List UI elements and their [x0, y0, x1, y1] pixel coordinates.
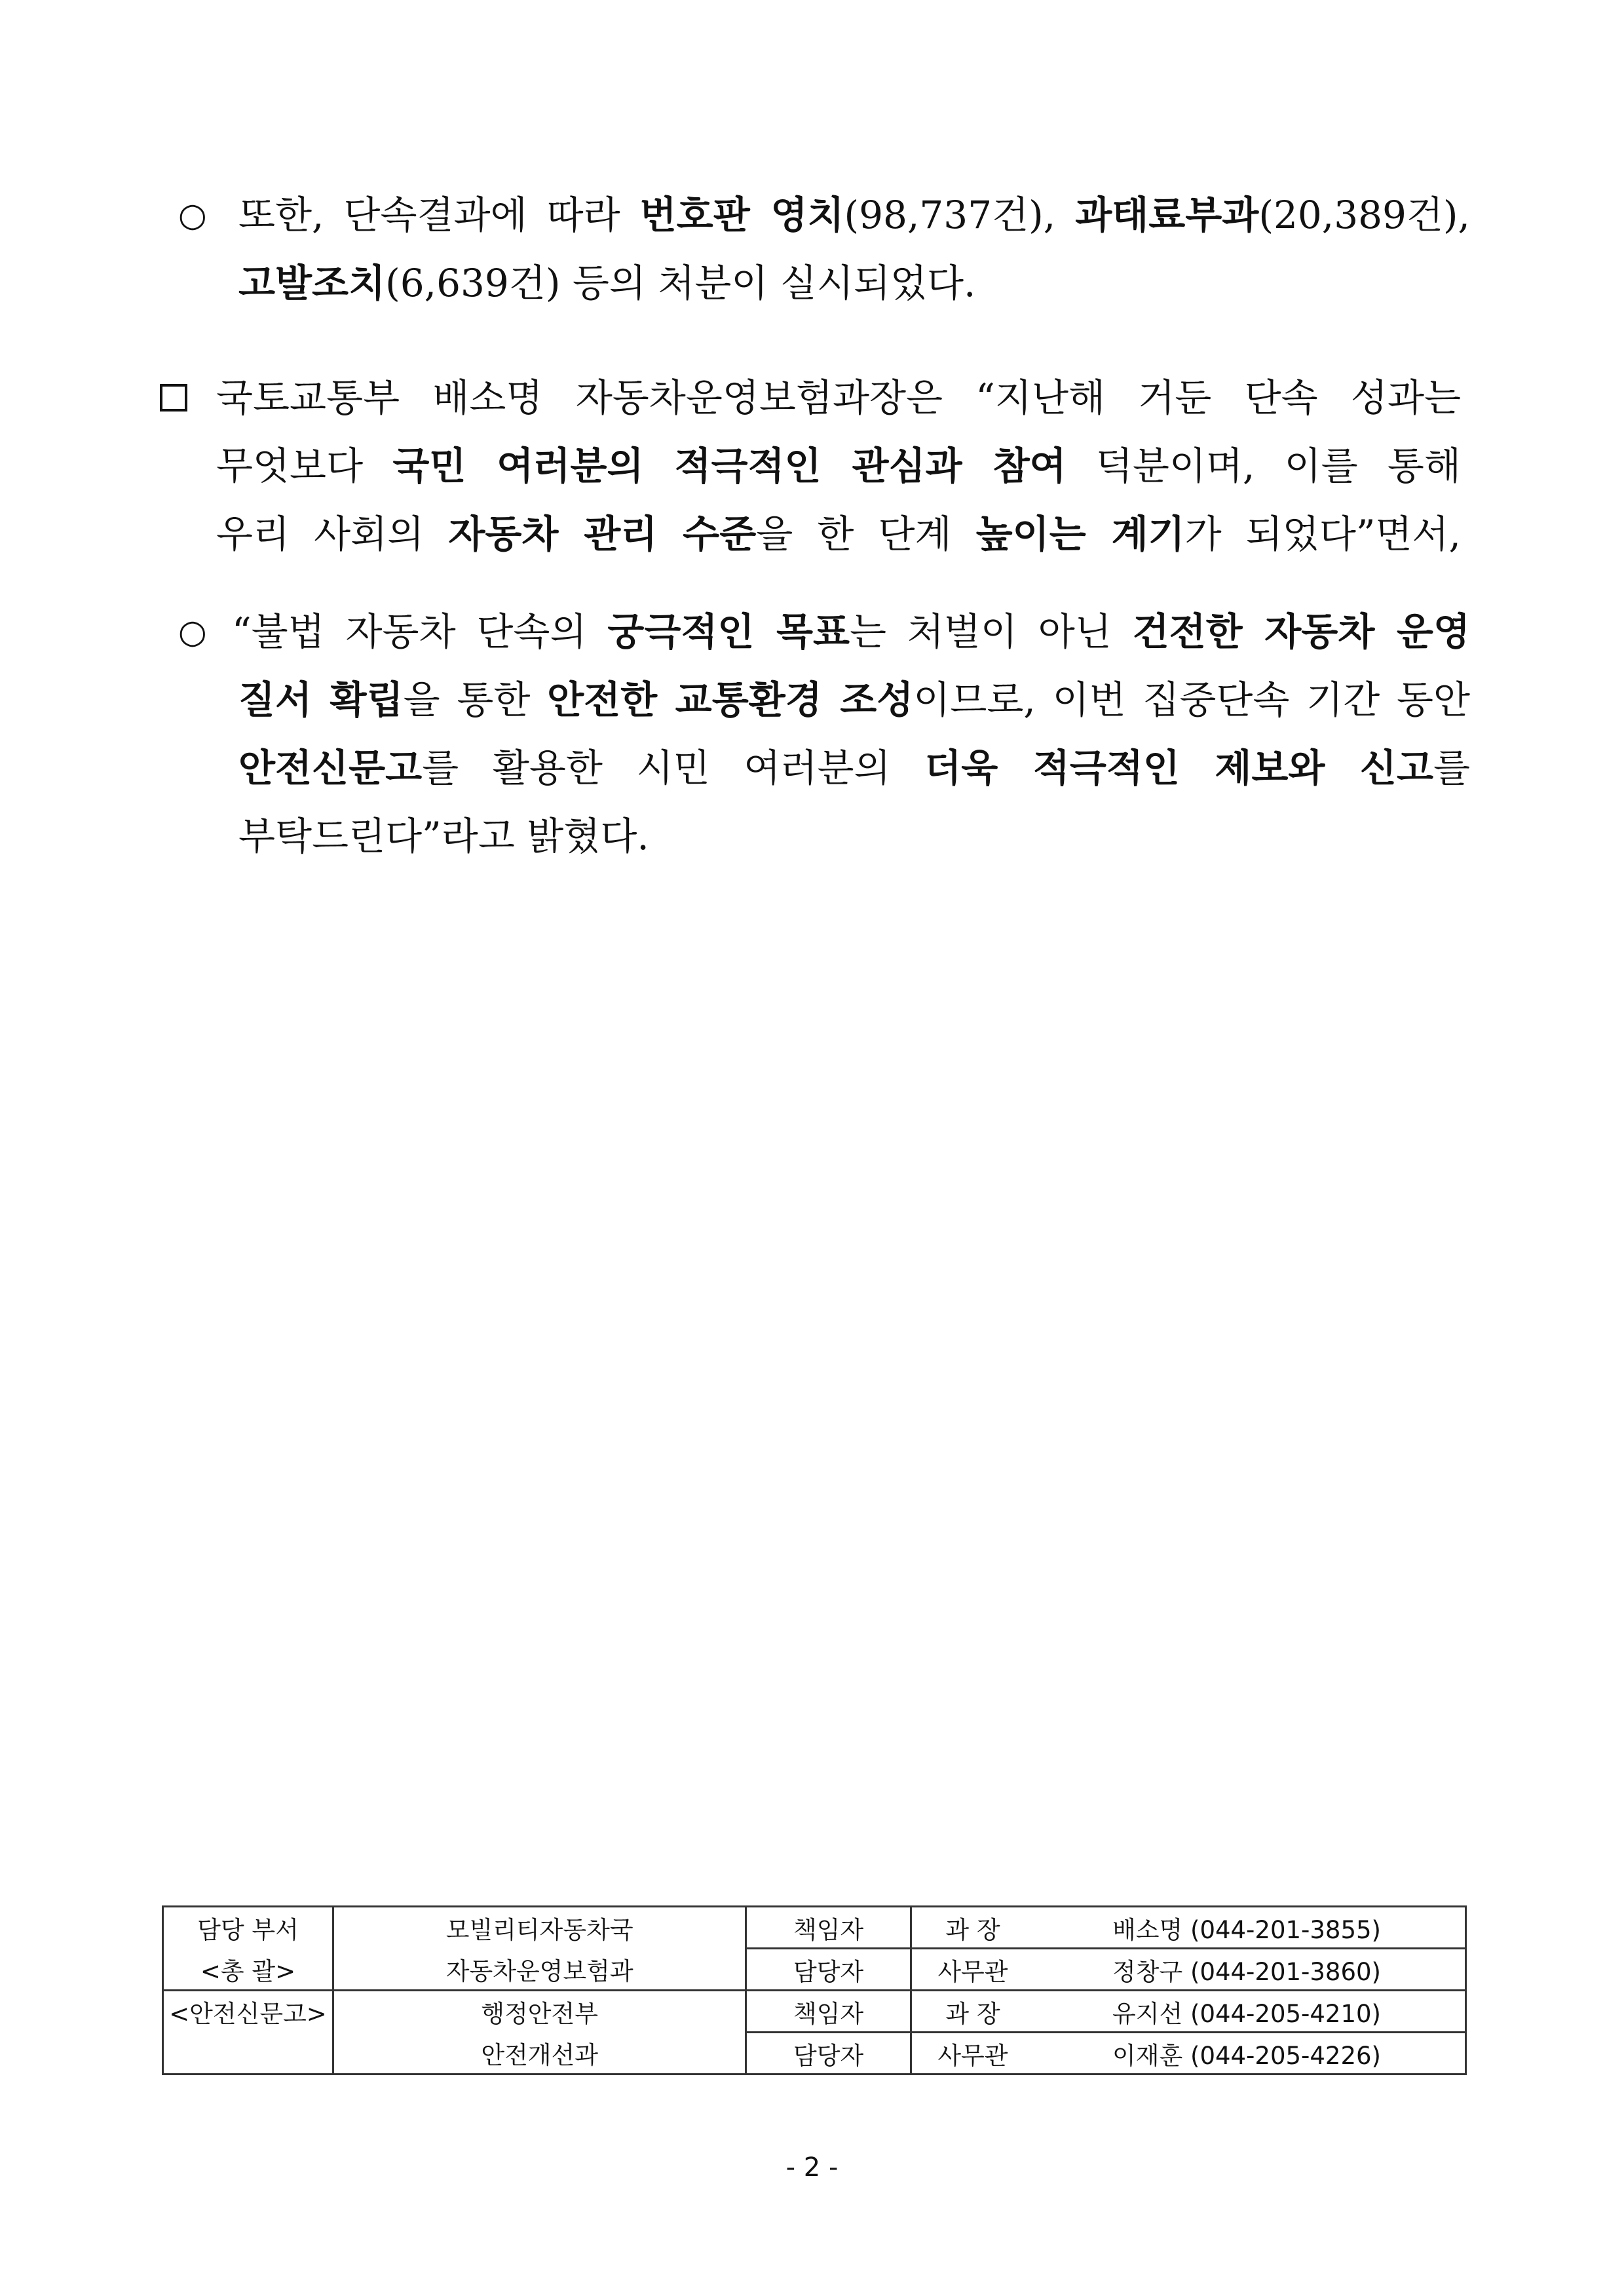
- title-cell: 사무관: [911, 2033, 1034, 2075]
- table-row: [163, 1991, 1466, 2033]
- paragraph-1-line-2: [238, 249, 1470, 317]
- bold-text: 궁극적인 목표: [607, 609, 850, 654]
- title-cell: 과 장: [911, 1907, 1034, 1949]
- role-cell: 담당자: [746, 2033, 911, 2075]
- bold-text: 과태료부과: [1075, 193, 1259, 237]
- dept-header-cell: [163, 2033, 333, 2075]
- dept-header-cell: 담당 부서: [163, 1907, 333, 1949]
- text: (20,389건),: [1258, 193, 1470, 237]
- text: 또한, 단속결과에 따라: [238, 193, 640, 237]
- bold-text: 자동차 관리 수준: [448, 512, 757, 556]
- person-cell: 정창구 (044-201-3860): [1034, 1949, 1465, 1991]
- person-cell: 배소명 (044-201-3855): [1034, 1907, 1465, 1949]
- text: 가 되었다”면서,: [1184, 512, 1461, 556]
- bold-text: 높이는 계기: [975, 512, 1185, 556]
- paragraph-2-line-1: 국토교통부 배소명 자동차운영보험과장은 “지난해 거둔 단속 성과는: [216, 375, 1461, 420]
- table-row: [163, 1907, 1466, 1949]
- org-cell: 자동차운영보험과: [333, 1949, 746, 1991]
- text: 우리 사회의: [216, 512, 449, 556]
- text: 는 처벌이 아닌: [850, 609, 1133, 654]
- title-cell: 과 장: [911, 1991, 1034, 2033]
- bold-text: 국민 여러분의 적극적인 관심과 참여: [392, 444, 1067, 488]
- text: (6,639건) 등의 처분이 실시되었다.: [385, 261, 976, 305]
- text: 덕분이며, 이를 통해: [1066, 444, 1461, 488]
- table-row: [163, 1949, 1466, 1991]
- contact-table: [162, 1905, 1467, 2075]
- page-number: - 2 -: [785, 2152, 839, 2183]
- paragraph-3-line-2: [238, 666, 1470, 734]
- text: 을 한 단계: [756, 512, 976, 556]
- circle-bullet: ○: [178, 613, 207, 651]
- table-row: [163, 2033, 1466, 2075]
- person-cell: 유지선 (044-205-4210): [1034, 1991, 1465, 2033]
- paragraph-2-line-2: [216, 432, 1461, 500]
- text: 을 통한: [403, 678, 548, 722]
- text: (98,737건),: [844, 193, 1076, 237]
- role-cell: 책임자: [746, 1907, 911, 1949]
- square-bullet: [160, 384, 187, 411]
- role-cell: 책임자: [746, 1991, 911, 2033]
- dept-header-cell: <안전신문고>: [163, 1991, 333, 2033]
- paragraph-3-line-1: [232, 598, 1470, 666]
- text: 이므로, 이번 집중단속 기간 동안: [913, 678, 1470, 722]
- bold-text: 고발조치: [238, 261, 386, 305]
- text: 무엇보다: [216, 444, 393, 488]
- bold-text: 더욱 적극적인 제보와 신고: [924, 746, 1433, 790]
- org-cell: 행정안전부: [333, 1991, 746, 2033]
- title-cell: 사무관: [911, 1949, 1034, 1991]
- dept-header-cell: <총 괄>: [163, 1949, 333, 1991]
- paragraph-2-line-3: [216, 500, 1461, 568]
- bold-text: 건전한 자동차 운영: [1132, 609, 1470, 654]
- paragraph-3-line-3: [238, 734, 1470, 802]
- person-cell: 이재훈 (044-205-4226): [1034, 2033, 1465, 2075]
- paragraph-1-line-1: [238, 181, 1470, 249]
- bold-text: 번호판 영치: [639, 193, 844, 237]
- bold-text: 안전한 교통환경 조성: [547, 678, 914, 722]
- circle-bullet: ○: [178, 196, 207, 234]
- bold-text: 안전신문고: [238, 746, 423, 790]
- bold-text: 질서 확립: [238, 678, 404, 722]
- org-cell: 모빌리티자동차국: [333, 1907, 746, 1949]
- text: 를: [1433, 746, 1470, 790]
- paragraph-3-line-4: 부탁드린다”라고 밝혔다.: [238, 814, 649, 858]
- role-cell: 담당자: [746, 1949, 911, 1991]
- text: “불법 자동차 단속의: [232, 609, 608, 654]
- text: 를 활용한 시민 여러분의: [422, 746, 925, 790]
- org-cell: 안전개선과: [333, 2033, 746, 2075]
